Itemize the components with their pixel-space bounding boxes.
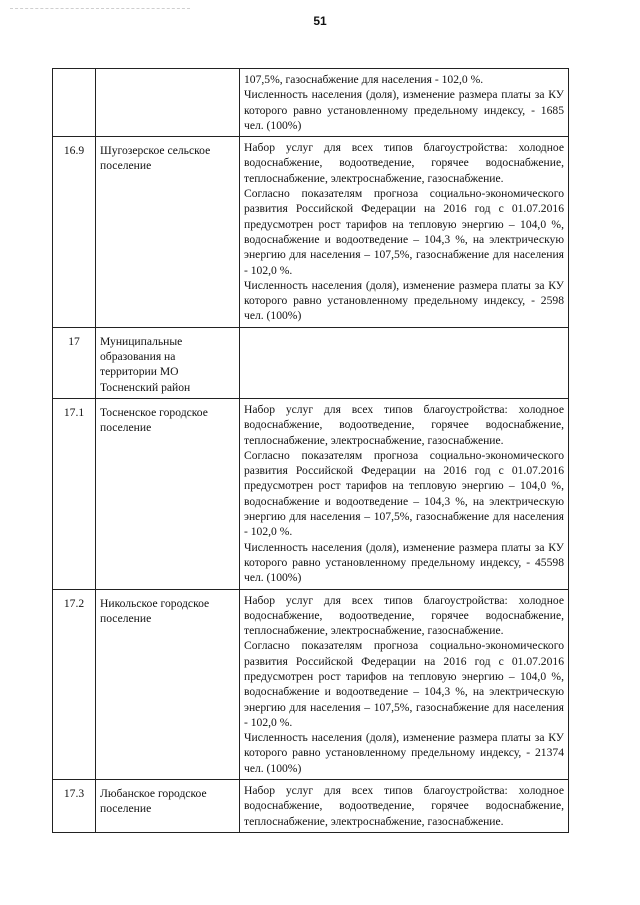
settlement-name: Тосненское городское поселение <box>96 398 240 589</box>
description-paragraph: Согласно показателям прогноза социально-экономического развития Российской Федерации на 2016 год с 01.07.2016 предусмотрен рост тарифов на тепловую энергию – 104,0 %, водоснабжение и водоотведение – 104,3 %, на электрическую энергию для населения – 107,5%, газоснабжение для населения - 102,0 %. <box>244 187 564 277</box>
description-paragraph: Согласно показателям прогноза социально-экономического развития Российской Федерации на 2016 год с 01.07.2016 предусмотрен рост тарифов на тепловую энергию – 104,0 %, водоснабжение и водоотведение – 104,3 %, на электрическую энергию для населения – 107,5%, газоснабжение для населения - 102,0 %. <box>244 448 564 539</box>
description-paragraph: Набор услуг для всех типов благоустройства: холодное водоснабжение, водоотведение, горячее водоснабжение, теплоснабжение, электроснабжение, газоснабжение. <box>244 141 564 185</box>
settlement-name: Никольское городское поселение <box>96 589 240 780</box>
settlement-name: Шугозерское сельское поселение <box>96 137 240 328</box>
tariff-table <box>52 68 569 833</box>
row-number: 17.3 <box>53 780 96 833</box>
description-paragraph: Набор услуг для всех типов благоустройства: холодное водоснабжение, водоотведение, горячее водоснабжение, теплоснабжение, электроснабжение, газоснабжение. <box>244 784 564 828</box>
settlement-name <box>96 69 240 137</box>
row-number: 16.9 <box>53 137 96 328</box>
service-description <box>240 589 569 780</box>
table-row <box>53 398 569 589</box>
scan-artifact <box>10 8 190 12</box>
table-row <box>53 589 569 780</box>
service-description <box>240 137 569 328</box>
service-description <box>240 69 569 137</box>
service-description <box>240 398 569 589</box>
description-paragraph: Численность населения (доля), изменение размера платы за КУ которого равно установленному предельному индексу, - 21374 чел. (100%) <box>244 731 564 775</box>
service-description <box>240 327 569 398</box>
page-number: 51 <box>313 14 327 28</box>
row-number: 17.2 <box>53 589 96 780</box>
settlement-name: Муниципальные образования на территории МО Тосненский район <box>96 327 240 398</box>
description-paragraph: Численность населения (доля), изменение размера платы за КУ которого равно установленному предельному индексу, - 1685 чел. (100%) <box>244 88 564 132</box>
table-row <box>53 780 569 833</box>
settlement-name: Любанское городское поселение <box>96 780 240 833</box>
description-paragraph: 107,5%, газоснабжение для населения - 102,0 %. <box>244 73 484 86</box>
description-paragraph: Набор услуг для всех типов благоустройства: холодное водоснабжение, водоотведение, горячее водоснабжение, теплоснабжение, электроснабжение, газоснабжение. <box>244 593 564 638</box>
table-row <box>53 69 569 137</box>
row-number: 17.1 <box>53 398 96 589</box>
table-row <box>53 137 569 328</box>
description-paragraph: Согласно показателям прогноза социально-экономического развития Российской Федерации на 2016 год с 01.07.2016 предусмотрен рост тарифов на тепловую энергию – 104,0 %, водоснабжение и водоотведение – 104,3 %, на электрическую энергию для населения – 107,5%, газоснабжение для населения - 102,0 %. <box>244 639 564 729</box>
service-description <box>240 780 569 833</box>
table-body <box>53 69 569 833</box>
description-paragraph: Численность населения (доля), изменение размера платы за КУ которого равно установленному предельному индексу, - 2598 чел. (100%) <box>244 278 564 323</box>
row-number <box>53 69 96 137</box>
row-number: 17 <box>53 327 96 398</box>
description-paragraph: Набор услуг для всех типов благоустройства: холодное водоснабжение, водоотведение, горячее водоснабжение, теплоснабжение, электроснабжение, газоснабжение. <box>244 402 564 447</box>
table-row <box>53 327 569 398</box>
description-paragraph: Численность населения (доля), изменение размера платы за КУ которого равно установленному предельному индексу, - 45598 чел. (100%) <box>244 540 564 585</box>
